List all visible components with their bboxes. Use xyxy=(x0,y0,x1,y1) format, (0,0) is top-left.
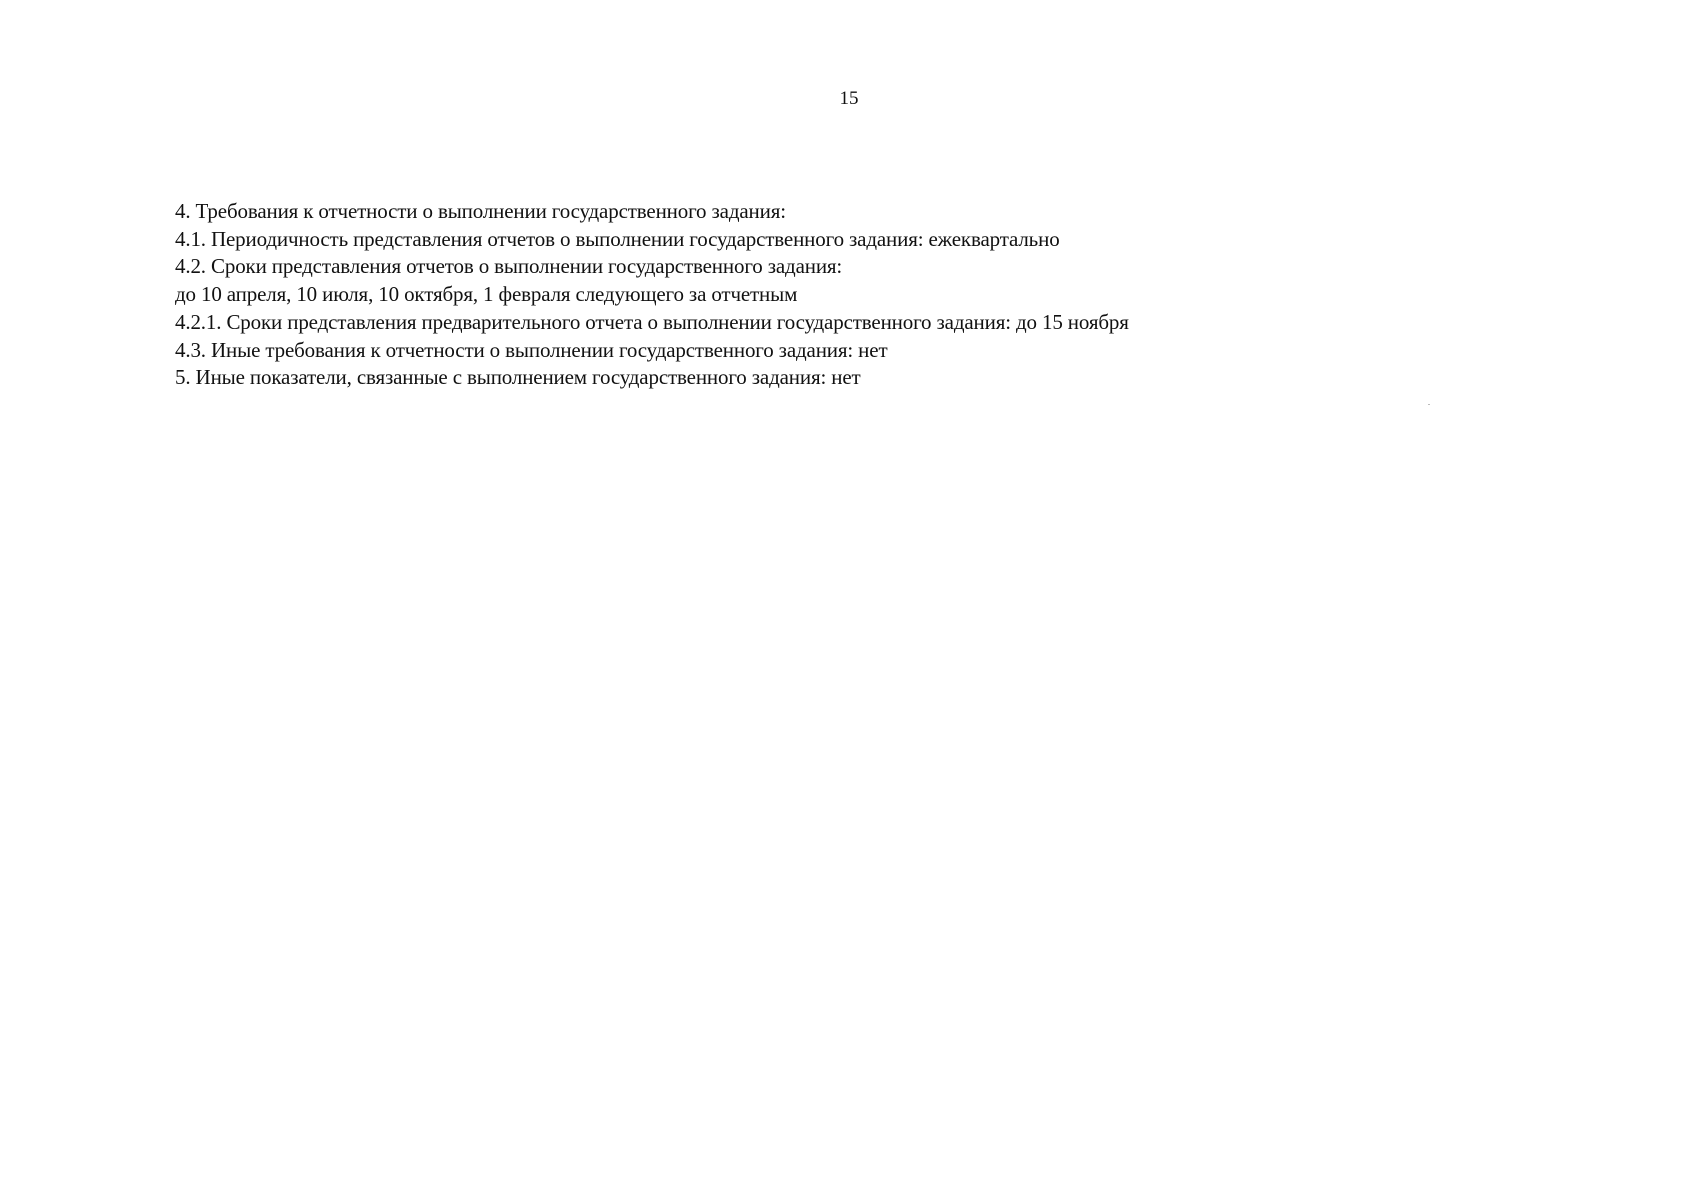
section-4-3-other-requirements: 4.3. Иные требования к отчетности о выполнении государственного задания: нет xyxy=(175,337,888,362)
scan-speck xyxy=(1428,404,1430,405)
section-4-1-periodicity: 4.1. Периодичность представления отчетов о выполнении государственного задания: ежеквартально xyxy=(175,226,1060,251)
section-4-2-deadlines: 4.2. Сроки представления отчетов о выполнении государственного задания: xyxy=(175,254,843,279)
page-number: 15 xyxy=(839,88,859,109)
section-5-other-indicators: 5. Иные показатели, связанные с выполнением государственного задания: нет xyxy=(175,365,861,390)
section-4-2-deadline-dates: до 10 апреля, 10 июля, 10 октября, 1 февраля следующего за отчетным xyxy=(175,282,798,307)
section-4-heading: 4. Требования к отчетности о выполнении государственного задания: xyxy=(175,199,786,223)
section-4-2-1-preliminary-report: 4.2.1. Сроки представления предварительного отчета о выполнении государственного задания: до 15 ноября xyxy=(175,309,1129,334)
document-body xyxy=(175,198,1575,392)
